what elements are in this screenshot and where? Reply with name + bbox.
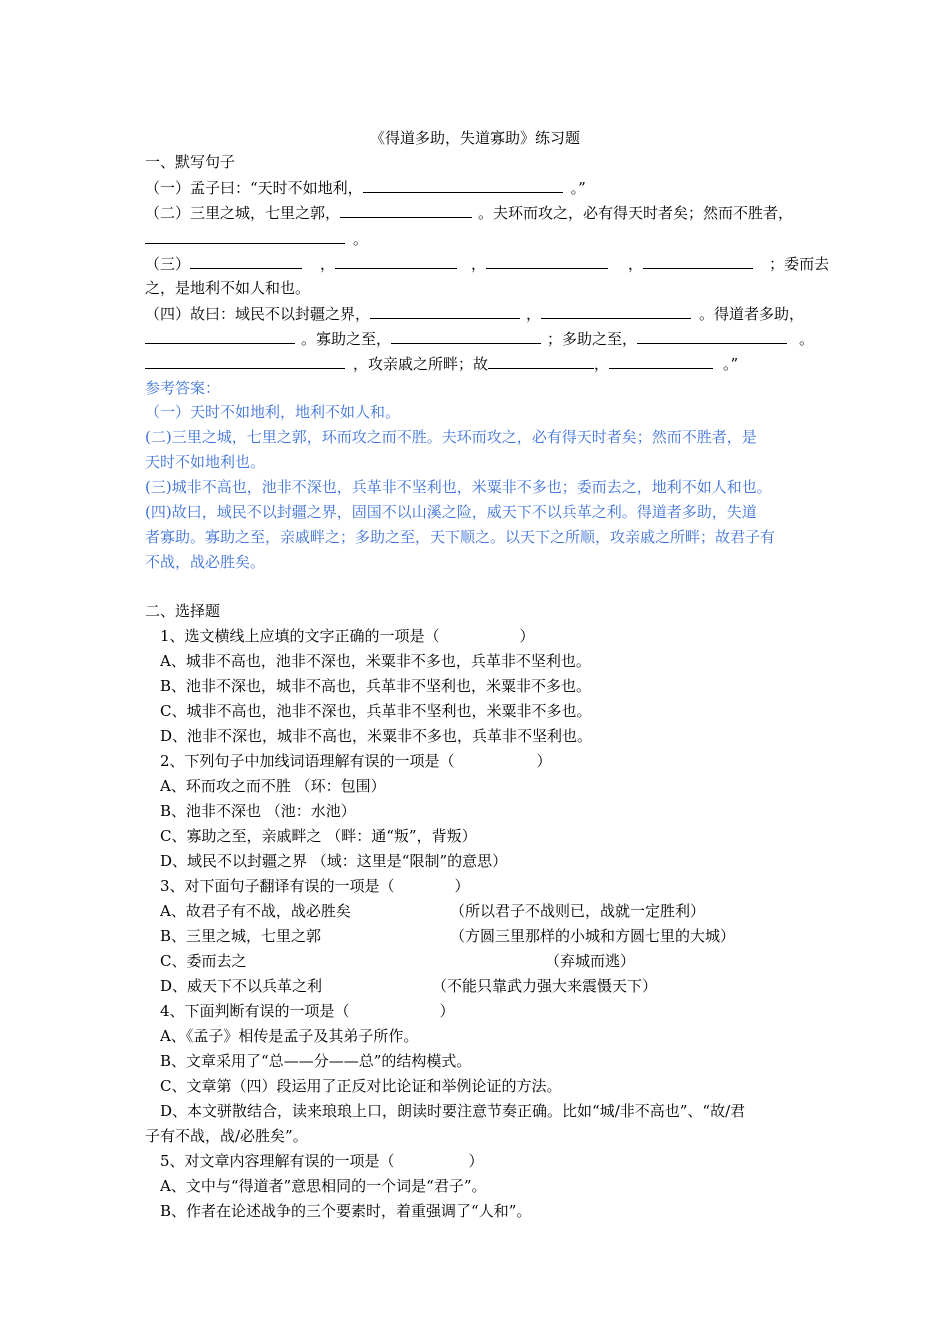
question-line	[145, 177, 586, 198]
option-item[interactable]: A、《孟子》相传是孟子及其弟子所作。	[160, 1027, 419, 1045]
answer-blank[interactable]	[370, 303, 520, 319]
stem-text: ）	[519, 627, 535, 645]
stem-text: ）	[536, 752, 552, 770]
answer-blank[interactable]	[145, 353, 345, 369]
answer-key-heading: 参考答案：	[145, 379, 221, 397]
option-item[interactable]: A、故君子有不战，战必胜矣	[160, 902, 351, 920]
question-stem	[160, 1001, 455, 1021]
option-item[interactable]: A、城非不高也，池非不深也，米粟非不多也，兵革非不坚利也。	[160, 652, 591, 670]
option-item[interactable]: B、作者在论述战争的三个要素时，着重强调了“人和”。	[160, 1202, 532, 1220]
question-line	[145, 202, 793, 223]
question-text: ；委而去	[769, 255, 830, 273]
answer-blank[interactable]	[488, 353, 594, 369]
stem-text: 4、下面判断有误的一项是（	[160, 1002, 350, 1020]
answer-blank[interactable]	[609, 353, 713, 369]
question-stem	[160, 1151, 484, 1171]
page-title: 《得道多助，失道寡助》练习题	[369, 129, 580, 147]
question-text: ，	[594, 355, 610, 373]
answer-line: （一）天时不如地利，地利不如人和。	[145, 403, 401, 421]
answer-line: 不战，战必胜矣。	[145, 553, 266, 571]
question-text: 。”	[723, 355, 739, 373]
question-text: 。得道者多助，	[699, 305, 805, 323]
question-text: （四）故曰：域民不以封疆之界，	[145, 305, 371, 323]
option-translation: （方圆三里那样的小城和方圆七里的大城）	[450, 927, 736, 945]
answer-blank[interactable]	[190, 253, 302, 269]
question-text: 。”	[570, 179, 586, 197]
answer-line: (四)故曰，域民不以封疆之界，固国不以山溪之险，威天下不以兵革之利。得道者多助，失道	[145, 503, 757, 521]
option-item[interactable]: D、威天下不以兵革之利	[160, 977, 323, 995]
option-item[interactable]: B、三里之城，七里之郭	[160, 927, 322, 945]
stem-text: 3、对下面句子翻译有误的一项是（	[160, 877, 395, 895]
stem-text: ）	[468, 1152, 484, 1170]
answer-blank[interactable]	[637, 328, 787, 344]
question-text: （一）孟子曰：“天时不如地利，	[145, 179, 363, 197]
question-line	[145, 253, 829, 274]
stem-text: ）	[454, 877, 470, 895]
option-item-continued: 子有不战，战/必胜矣”。	[145, 1127, 308, 1145]
stem-text: 5、对文章内容理解有误的一项是（	[160, 1152, 395, 1170]
answer-blank[interactable]	[643, 253, 753, 269]
answer-blank[interactable]	[541, 303, 691, 319]
question-text: ，攻亲戚之所畔；故	[353, 355, 489, 373]
question-line	[145, 328, 814, 349]
question-text: ，	[471, 255, 487, 273]
question-stem	[160, 626, 535, 646]
option-item[interactable]: A、文中与“得道者”意思相同的一个词是“君子”。	[160, 1177, 487, 1195]
option-item[interactable]: B、池非不深也 （池：水池）	[160, 802, 356, 820]
option-item[interactable]: B、池非不深也，城非不高也，兵革非不坚利也，米粟非不多也。	[160, 677, 592, 695]
question-stem	[160, 751, 552, 771]
question-text: 。夫环而攻之，必有得天时者矣；然而不胜者，	[478, 204, 794, 222]
option-translation: （所以君子不战则已，战就一定胜利）	[450, 902, 706, 920]
question-stem	[160, 876, 470, 896]
option-item[interactable]: A、环而攻之而不胜 （环：包围）	[160, 777, 386, 795]
question-line: 之，是地利不如人和也。	[145, 279, 311, 297]
question-line	[145, 303, 804, 324]
question-line	[145, 228, 368, 249]
question-line	[145, 353, 738, 374]
question-text: （三）	[145, 255, 191, 273]
question-text: ；多助之至，	[547, 330, 638, 348]
answer-line: (三)城非不高也，池非不深也，兵革非不坚利也，米粟非不多也；委而去之，地利不如人和也。	[145, 478, 772, 496]
option-item[interactable]: D、本文骈散结合，读来琅琅上口，朗读时要注意节奏正确。比如“城/非不高也”、“故/君	[160, 1102, 746, 1120]
stem-text: 2、下列句子中加线词语理解有误的一项是（	[160, 752, 455, 770]
answer-blank[interactable]	[145, 328, 295, 344]
answer-blank[interactable]	[145, 228, 345, 244]
option-item[interactable]: C、委而去之	[160, 952, 247, 970]
answer-line: (二)三里之城，七里之郭，环而攻之而不胜。夫环而攻之，必有得天时者矣；然而不胜者，是	[145, 428, 757, 446]
section-heading-dictation: 一、默写句子	[145, 153, 236, 171]
option-translation: （弃城而逃）	[545, 952, 636, 970]
answer-line: 天时不如地利也。	[145, 453, 266, 471]
answer-blank[interactable]	[363, 177, 563, 193]
stem-text: ）	[439, 1002, 455, 1020]
question-text: ，	[320, 255, 336, 273]
option-item[interactable]: D、池非不深也，城非不高也，米粟非不多也，兵革非不坚利也。	[160, 727, 593, 745]
question-text: 。	[799, 330, 815, 348]
option-item[interactable]: D、域民不以封疆之界 （域：这里是“限制”的意思）	[160, 852, 508, 870]
question-text: （二）三里之城，七里之郭，	[145, 204, 341, 222]
question-text: 。寡助之至，	[301, 330, 392, 348]
question-text: ，	[526, 305, 542, 323]
option-translation: （不能只靠武力强大来震慑天下）	[432, 977, 658, 995]
answer-blank[interactable]	[340, 202, 472, 218]
section-heading-choice: 二、选择题	[145, 602, 221, 620]
answer-blank[interactable]	[335, 253, 457, 269]
question-text: 。	[353, 230, 369, 248]
option-item[interactable]: C、城非不高也，池非不深也，兵革非不坚利也，米粟非不多也。	[160, 702, 592, 720]
question-text: ，	[628, 255, 644, 273]
option-item[interactable]: C、文章第（四）段运用了正反对比论证和举例论证的方法。	[160, 1077, 562, 1095]
answer-blank[interactable]	[486, 253, 608, 269]
option-item[interactable]: B、文章采用了“总——分——总”的结构模式。	[160, 1052, 472, 1070]
option-item[interactable]: C、寡助之至，亲戚畔之 （畔：通“叛”，背叛）	[160, 827, 477, 845]
answer-line: 者寡助。寡助之至，亲戚畔之；多助之至，天下顺之。以天下之所顺，攻亲戚之所畔；故君子有	[145, 528, 776, 546]
stem-text: 1、选文横线上应填的文字正确的一项是（	[160, 627, 440, 645]
answer-blank[interactable]	[391, 328, 541, 344]
